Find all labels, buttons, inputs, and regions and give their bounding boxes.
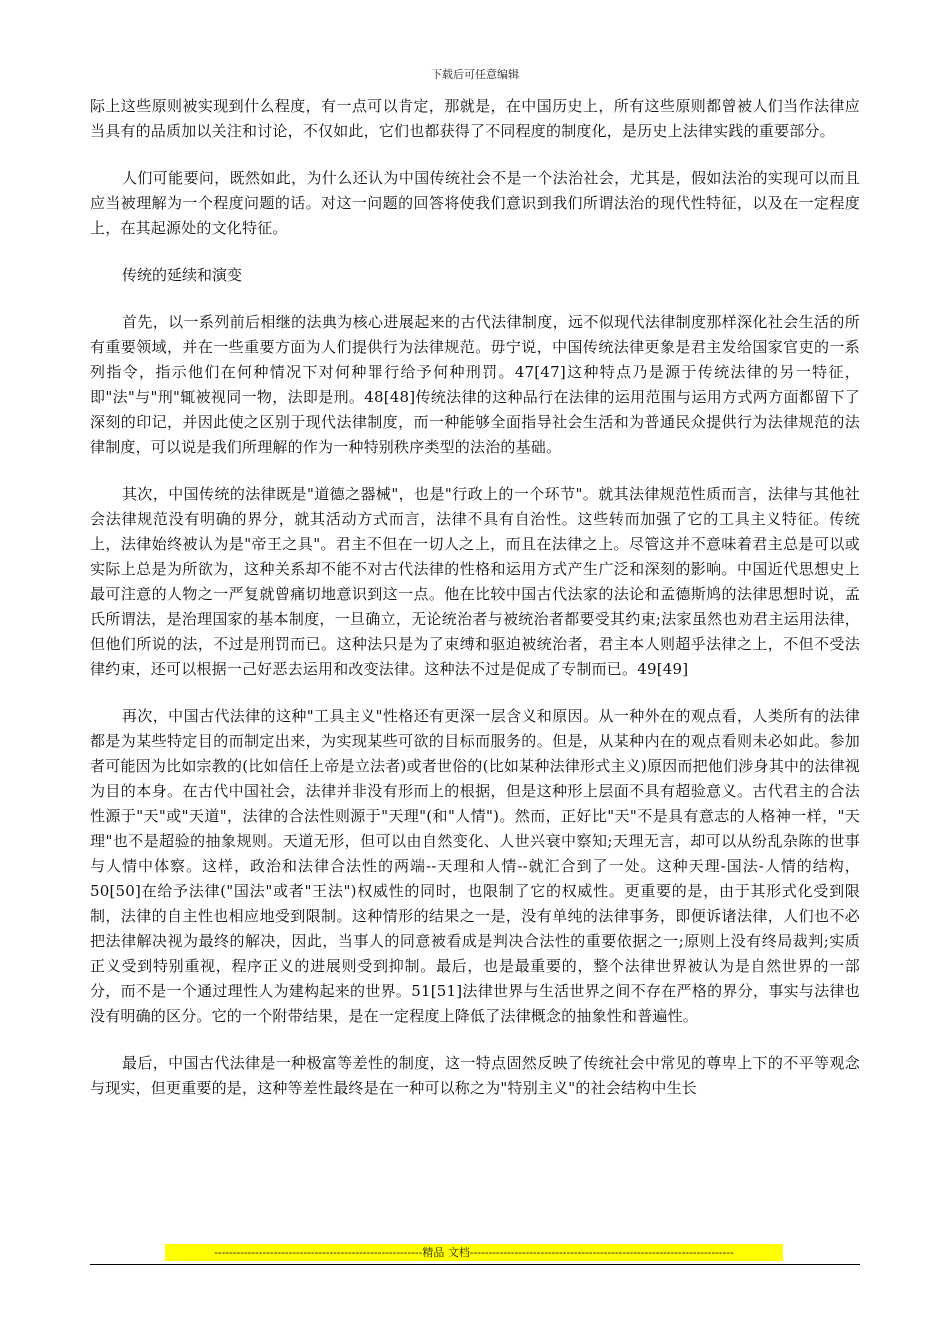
paragraph-continuation: 际上这些原则被实现到什么程度，有一点可以肯定，那就是，在中国历史上，所有这些原则都曾被人们当作法律应当具有的品质加以关注和讨论，不仅如此，它们也都获得了不同程度的制度化，是历史上法律实践的重要部分。: [90, 97, 860, 140]
paragraph: 首先，以一系列前后相继的法典为核心进展起来的古代法律制度，远不似现代法律制度那样深化社会生活的所有重要领域，并在一些重要方面为人们提供行为法律规范。毋宁说，中国传统法律更象是君主发给国家官吏的一系列指令，指示他们在何种情况下对何种罪行给予何种刑罚。47[47]这种特点乃是源于传统法律的另一特征，即"法"与"刑"辄被视同一物，法即是刑。48[48]传统法律的这种品行在法律的运用范围与运用方式两方面都留下了深刻的印记，并因此使之区别于现代法律制度，而一种能够全面指导社会生活和为普通民众提供行为法律规范的法律制度，可以说是我们所理解的作为一种特别秩序类型的法治的基础。: [90, 313, 860, 456]
footer-dashes-right: -----------------------------------------------------------------------: [469, 1246, 734, 1259]
paragraph: 最后，中国古代法律是一种极富等差性的制度，这一特点固然反映了传统社会中常见的尊卑上下的不平等观念与现实，但更重要的是，这种等差性最终是在一种可以称之为"特别主义"的社会结构中生长: [90, 1054, 860, 1097]
footer-divider: [90, 1264, 860, 1265]
footer-dashes-left: --------------------------------------------------------: [214, 1246, 423, 1259]
section-heading: 传统的延续和演变: [122, 266, 243, 284]
footer-highlight: [165, 1244, 783, 1261]
document-body: [90, 94, 860, 1123]
paragraph: 其次，中国传统的法律既是"道德之器械"，也是"行政上的一个环节"。就其法律规范性质而言，法律与其他社会法律规范没有明确的界分，就其活动方式而言，法律不具有自治性。这些转而加强了它的工具主义特征。传统上，法律始终被认为是"帝王之具"。君主不但在一切人之上，而且在法律之上。尽管这并不意味着君主总是可以或实际上总是为所欲为，这种关系却不能不对古代法律的性格和运用方式产生广泛和深刻的影响。中国近代思想史上最可注意的人物之一严复就曾痛切地意识到这一点。他在比较中国古代法家的法论和孟德斯鸠的法律思想时说，孟氏所谓法，是治理国家的基本制度，一旦确立，无论统治者与被统治者都要受其约束;法家虽然也劝君主运用法律，但他们所说的法，不过是刑罚而已。这种法只是为了束缚和驱迫被统治者，君主本人则超乎法律之上，不但不受法律约束，还可以根据一己好恶去运用和改变法律。这种法不过是促成了专制而已。49[49]: [90, 485, 860, 678]
page-header: 下载后可任意编辑: [431, 68, 519, 81]
paragraph: 人们可能要问，既然如此，为什么还认为中国传统社会不是一个法治社会，尤其是，假如法治的实现可以而且应当被理解为一个程度问题的话。对这一问题的回答将使我们意识到我们所谓法治的现代性特征，以及在一定程度上，在其起源处的文化特征。: [90, 169, 860, 237]
paragraph: 再次，中国古代法律的这种"工具主义"性格还有更深一层含义和原因。从一种外在的观点看，人类所有的法律都是为某些特定目的而制定出来，为实现某些可欲的目标而服务的。但是，从某种内在的观点看则未必如此。参加者可能因为比如宗教的(比如信任上帝是立法者)或者世俗的(比如某种法律形式主义)原因而把他们涉身其中的法律视为目的本身。在古代中国社会，法律并非没有形而上的根据，但是这种形上层面不具有超验意义。古代君主的合法性源于"天"或"天道"，法律的合法性则源于"天理"(和"人情")。然而，正好比"天"不是具有意志的人格神一样，"天理"也不是超验的抽象规则。天道无形，但可以由自然变化、人世兴衰中察知;天理无言，却可以从纷乱杂陈的世事与人情中体察。这样，政治和法律合法性的两端--天理和人情--就汇合到了一处。这种天理-国法-人情的结构，50[50]在给予法律("国法"或者"王法")权威性的同时，也限制了它的权威性。更重要的是，由于其形式化受到限制，法律的自主性也相应地受到限制。这种情形的结果之一是，没有单纯的法律事务，即便诉诸法律，人们也不必把法律解决视为最终的解决，因此，当事人的同意被看成是判决合法性的重要依据之一;原则上没有终局裁判;实质正义受到特别重视，程序正义的进展则受到抑制。最后，也是最重要的，整个法律世界被认为是自然世界的一部分，而不是一个通过理性人为建构起来的世界。51[51]法律世界与生活世界之间不存在严格的界分，事实与法律也没有明确的区分。它的一个附带结果，是在一定程度上降低了法律概念的抽象性和普遍性。: [90, 707, 861, 1025]
footer-label: 精品 文档: [422, 1246, 470, 1259]
